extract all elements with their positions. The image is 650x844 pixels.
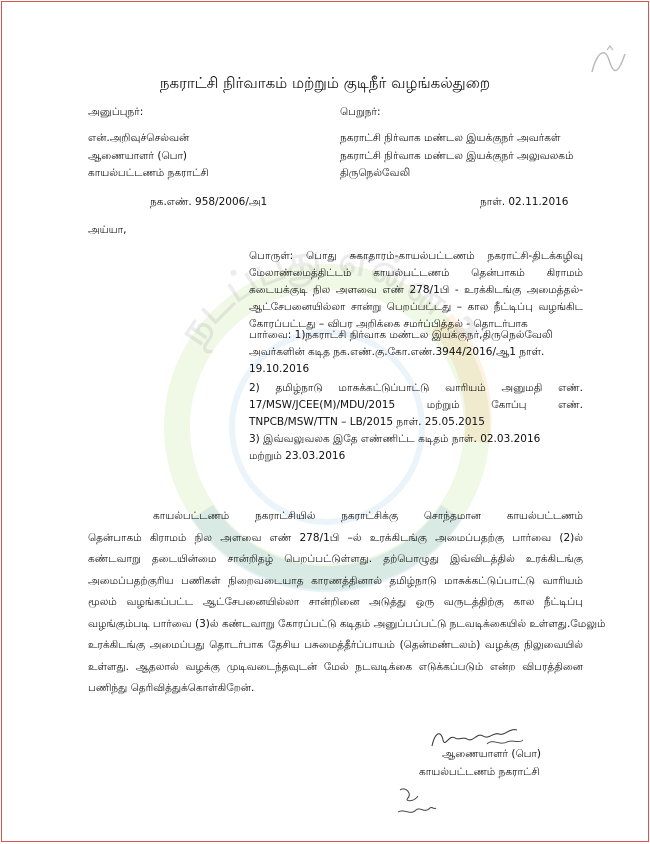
handwritten-initials	[394, 782, 439, 822]
signatory-office: காயல்பட்டணம் நகராட்சி	[419, 766, 540, 778]
body-line: தென்பாகம் கிராமம் நில அளவை எண் 278/1பி –ல் உரக்கிடங்கு அமைப்பதற்கு பார்வை (2)ல்	[88, 531, 583, 544]
department-title: நகராட்சி நிர்வாகம் மற்றும் குடிநீர் வழங்கல்துறை	[159, 74, 491, 92]
reference-number: நக.எண். 958/2006/அ1	[150, 196, 268, 208]
reference-line: 19.10.2016	[249, 363, 310, 375]
body-line: பணிந்து தெரிவித்துக்கொள்கிறேன்.	[88, 682, 255, 694]
recipient-label: பெறுநர்:	[340, 106, 381, 118]
recipient-line: நகராட்சி நிர்வாக மண்டல இயக்குநர் அலுவலகம்	[340, 149, 574, 162]
reference-line: மற்றும் 23.03.2016	[249, 450, 346, 462]
salutation: அய்யா,	[88, 224, 127, 236]
reference-line: அவர்களின் கடித நக.எண்.கு.கோ.எண்.3944/2016/ஆ1 நாள்.	[249, 346, 545, 358]
subject-paragraph: பொருள்: பொது சுகாதாரம்-காயல்பட்டணம் நகராட்சி-திடக்கழிவு மேலாண்மைத்திட்டம் காயல்பட்டணம் தென்பாகம் கிராமம் கடையக்குடி நில அளவை எண் 278/1பி - உரக்கிடங்கு அமைத்தல்-ஆட்சேபனையில்லா சான்று பெறப்பட்டது – கால நீட்டிப்பு வழங்கிட கோரப்பட்டது – விபர அறிக்கை சமர்ப்பித்தல் - தொடர்பாக	[249, 250, 583, 330]
body-line: அமைப்பதற்குரிய பணிகள் நிறைவடையாத காரணத்தினால் தமிழ்நாடு மாசுக்கட்டுப்பாட்டு வாரியம்	[88, 574, 583, 587]
sender-address	[88, 130, 209, 183]
body-line: உரக்கிடங்கு அமைப்பது தொடர்பாக தேசிய பசுமைத்தீர்ப்பாயம் (தென்மண்டலம்) வழக்கு நிலுவையில்	[88, 639, 583, 651]
recipient-line: நகராட்சி நிர்வாக மண்டல இயக்குநர் அவர்கள்	[340, 132, 561, 144]
body-line: உள்ளது. ஆதலால் வழக்கு முடிவடைந்தவுடன் மேல் நடவடிக்கை எடுக்கப்படும் என்ற விபரத்தினை	[88, 660, 583, 673]
recipient-line: திருநெல்வேலி	[340, 167, 411, 179]
reference-line: 3) இவ்வலுவலக இதே எண்ணிட்ட கடிதம் நாள். 02.03.2016	[249, 433, 541, 445]
body-line: கண்டவாறு தடையின்மை சான்றிதழ் பெறப்பட்டுள்ளது. தற்பொழுது இவ்விடத்தில் உரக்கிடங்கு	[88, 553, 583, 565]
sender-line: காயல்பட்டணம் நகராட்சி	[88, 167, 209, 179]
body-line: மூலம் வழங்கப்பட்ட ஆட்சேபனையில்லா சான்றினை அடுத்து ஒரு வருடத்திற்கு கால நீட்டிப்பு	[88, 596, 583, 608]
sender-line: என்.அறிவுச்செல்வன்	[88, 132, 190, 144]
letter-date: நாள். 02.11.2016	[480, 196, 569, 208]
watermark-text: நடப்பது என்ன ?	[168, 235, 486, 354]
body-paragraph	[88, 506, 606, 700]
sender-line: ஆணையாளர் (பொ)	[88, 149, 188, 162]
signatory-designation: ஆணையாளர் (பொ)	[442, 748, 542, 760]
sender-label: அனுப்புநர்:	[88, 106, 144, 118]
recipient-address	[340, 130, 573, 183]
body-line: வழங்கும்படி பார்வை (3)ல் கண்டவாறு கோரப்பட்டு கடிதம் அனுப்பப்பட்டு நடவடிக்கையில் உள்ளது.மேலும்	[88, 617, 606, 630]
body-line: காயல்பட்டணம் நகராட்சியில் நகராட்சிக்கு சொந்தமான காயல்பட்டணம்	[153, 510, 583, 522]
document-page	[1, 1, 649, 842]
reference-line: 2) தமிழ்நாடு மாசுக்கட்டுப்பாட்டு வாரியம் அனுமதி எண். 17/MSW/JCEE(M)/MDU/2015 மற்றும் கோப்பு எண். TNPCB/MSW/TTN – LB/2015 நாள். 25.05.2015	[249, 382, 583, 428]
references-block	[249, 327, 583, 465]
reference-line: பார்வை: 1)நகராட்சி நிர்வாக மண்டல இயக்குநர்,திருநெல்வேலி	[249, 329, 553, 341]
